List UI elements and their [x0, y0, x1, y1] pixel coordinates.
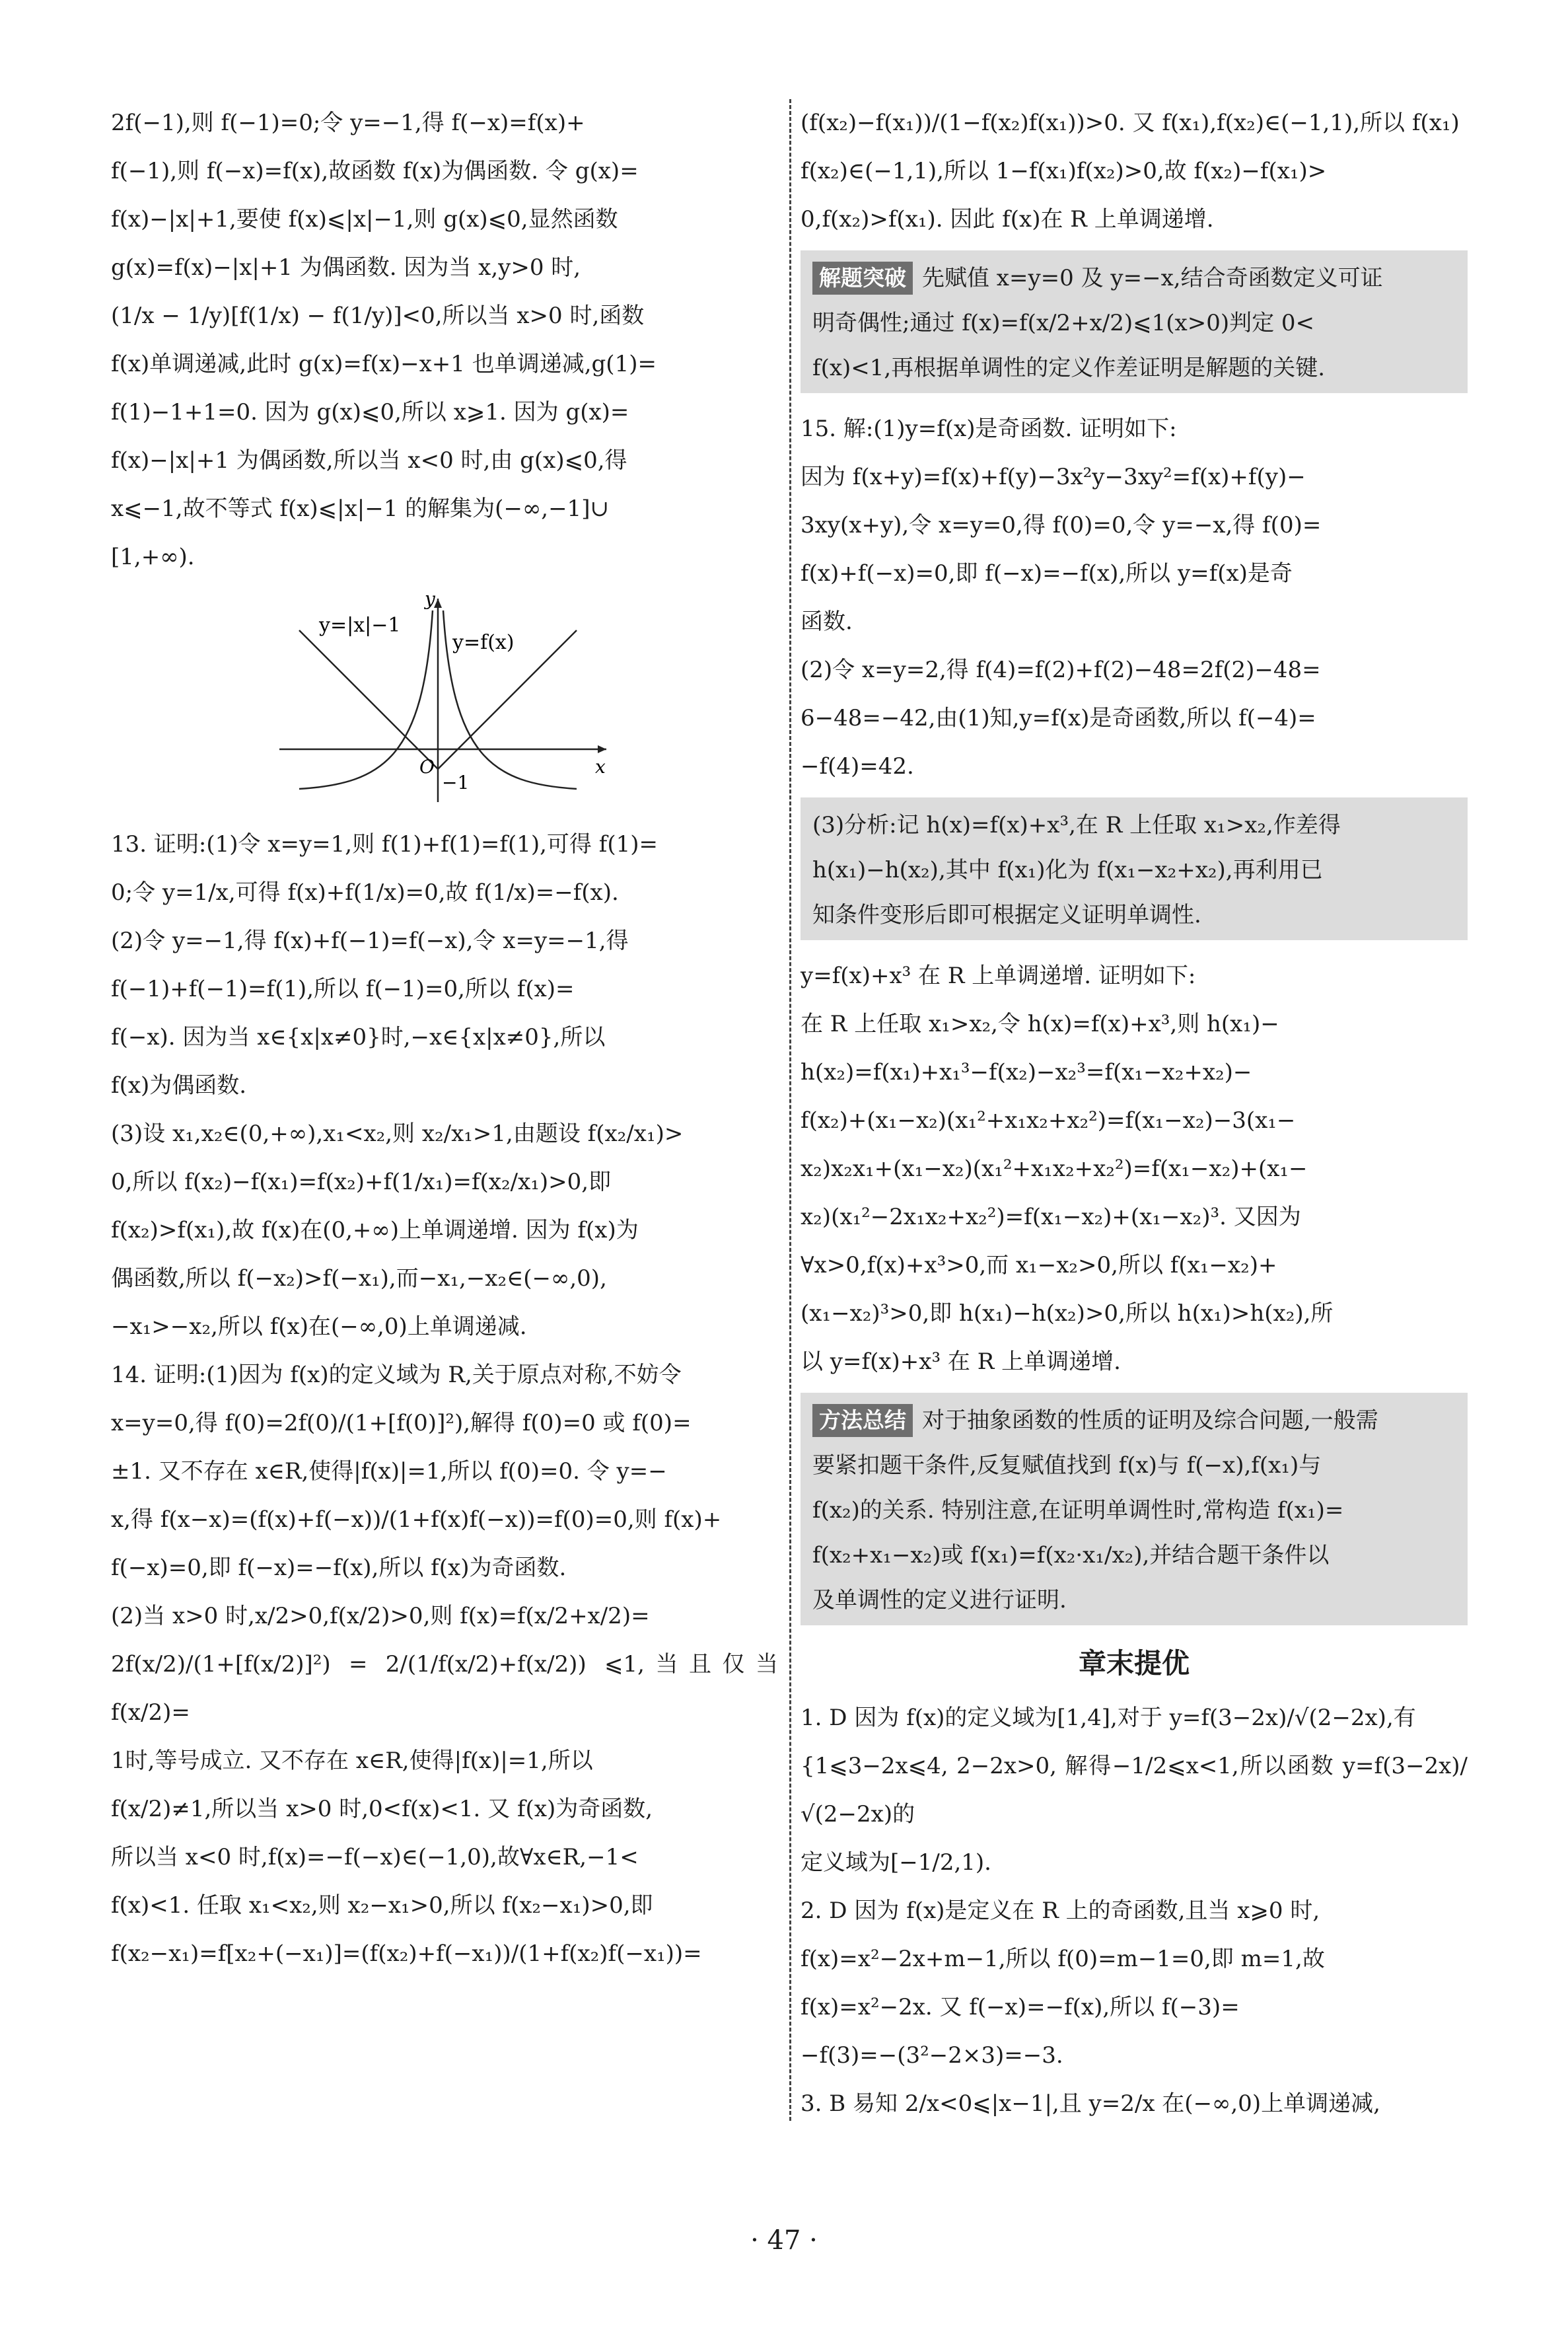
text-line: [1,+∞).: [111, 544, 195, 570]
text-line: x⩽−1,故不等式 f(x)⩽|x|−1 的解集为(−∞,−1]∪: [111, 496, 609, 522]
function-graph: [273, 591, 616, 809]
text-line: 及单调性的定义进行证明.: [812, 1587, 1067, 1613]
q14-continued: [801, 99, 1468, 244]
text-line: f(x)=x²−2x+m−1,所以 f(0)=m−1=0,即 m=1,故: [801, 1946, 1325, 1972]
text-line: {1⩽3−2x⩽4, 2−2x>0, 解得−1/2⩽x<1,所以函数 y=f(3−2x)/√(2−2x)的: [801, 1753, 1468, 1827]
text-line: 2f(x/2)/(1+[f(x/2)]²) = 2/(1/f(x/2)+f(x/2)) ⩽1,当且仅当 f(x/2)=: [111, 1651, 778, 1726]
text-line: 1. D 因为 f(x)的定义域为[1,4],对于 y=f(3−2x)/√(2−2x),有: [801, 1705, 1416, 1731]
text-line: f(x)−|x|+1 为偶函数,所以当 x<0 时,由 g(x)⩽0,得: [111, 447, 627, 474]
text-line: 明奇偶性;通过 f(x)=f(x/2+x/2)⩽1(x>0)判定 0<: [812, 310, 1315, 336]
q12-continued: [111, 99, 778, 581]
text-line: (3)设 x₁,x₂∈(0,+∞),x₁<x₂,则 x₂/x₁>1,由题设 f(x₂/x₁)>: [111, 1121, 684, 1147]
f-curve-left: [299, 610, 433, 789]
page-number: · 47 ·: [750, 2225, 818, 2256]
text-line: 知条件变形后即可根据定义证明单调性.: [812, 902, 1201, 928]
text-line: (2)当 x>0 时,x/2>0,f(x/2)>0,则 f(x)=f(x/2+x/2)=: [111, 1603, 650, 1629]
tip-box-breakthrough: [801, 250, 1468, 393]
text-line: 因为 f(x+y)=f(x)+f(y)−3x²y−3xy²=f(x)+f(y)−: [801, 464, 1306, 490]
x-label: x: [595, 756, 606, 778]
text-line: f(x₂)的关系. 特别注意,在证明单调性时,常构造 f(x₁)=: [812, 1497, 1344, 1524]
text-line: f(x₂−x₁)=f[x₂+(−x₁)]=(f(x₂)+f(−x₁))/(1+f(x₂)f(−x₁))=: [111, 1940, 702, 1967]
abs-label: y=|x|−1: [319, 614, 401, 637]
tip-box-method: [801, 1393, 1468, 1625]
text-line: 偶函数,所以 f(−x₂)>f(−x₁),而−x₁,−x₂∈(−∞,0),: [111, 1265, 607, 1292]
text-line: 要紧扣题干条件,反复赋值找到 f(x)与 f(−x),f(x₁)与: [812, 1452, 1322, 1479]
tip-text: 先赋值 x=y=0 及 y=−x,结合奇函数定义可证: [922, 265, 1383, 291]
text-line: 0,所以 f(x₂)−f(x₁)=f(x₂)+f(1/x₁)=f(x₂/x₁)>0,即: [111, 1169, 612, 1195]
text-line: h(x₁)−h(x₂),其中 f(x₁)化为 f(x₁−x₂+x₂),再利用已: [812, 857, 1323, 883]
text-line: x=y=0,得 f(0)=2f(0)/(1+[f(0)]²),解得 f(0)=0 或 f(0)=: [111, 1410, 692, 1436]
text-line: f(x)+f(−x)=0,即 f(−x)=−f(x),所以 y=f(x)是奇: [801, 560, 1293, 587]
text-line: 3xy(x+y),令 x=y=0,得 f(0)=0,令 y=−x,得 f(0)=: [801, 512, 1322, 538]
text-line: 0,f(x₂)>f(x₁). 因此 f(x)在 R 上单调递增.: [801, 206, 1214, 233]
chapter-answers: [801, 1694, 1468, 2128]
text-line: g(x)=f(x)−|x|+1 为偶函数. 因为当 x,y>0 时,: [111, 254, 581, 281]
text-line: f(−x). 因为当 x∈{x|x≠0}时,−x∈{x|x≠0},所以: [111, 1024, 606, 1051]
text-line: f(x₂+x₁−x₂)或 f(x₁)=f(x₂·x₁/x₂),并结合题干条件以: [812, 1542, 1330, 1568]
text-line: 以 y=f(x)+x³ 在 R 上单调递增.: [801, 1348, 1121, 1375]
text-line: 15. 解:(1)y=f(x)是奇函数. 证明如下:: [801, 416, 1177, 442]
y-label: y: [425, 591, 435, 610]
text-line: f(x₂)∈(−1,1),所以 1−f(x₁)f(x₂)>0,故 f(x₂)−f(x₁)>: [801, 158, 1327, 184]
text-line: (x₁−x₂)³>0,即 h(x₁)−h(x₂)>0,所以 h(x₁)>h(x₂),所: [801, 1300, 1334, 1327]
text-line: f(x₂)+(x₁−x₂)(x₁²+x₁x₂+x₂²)=f(x₁−x₂)−3(x₁−: [801, 1107, 1296, 1134]
left-column: [111, 99, 778, 1978]
text-line: f(1)−1+1=0. 因为 g(x)⩽0,所以 x⩾1. 因为 g(x)=: [111, 399, 629, 425]
text-line: x₂)(x₁²−2x₁x₂+x₂²)=f(x₁−x₂)+(x₁−x₂)³. 又因为: [801, 1204, 1301, 1230]
right-column: [801, 99, 1468, 2128]
text-line: (1/x − 1/y)[f(1/x) − f(1/y)]<0,所以当 x>0 时,函数: [111, 303, 645, 329]
x-axis-arrow: [598, 745, 606, 753]
text-line: ±1. 又不存在 x∈R,使得|f(x)|=1,所以 f(0)=0. 令 y=−: [111, 1458, 667, 1485]
text-line: (2)令 x=y=2,得 f(4)=f(2)+f(2)−48=2f(2)−48=: [801, 657, 1321, 683]
text-line: y=f(x)+x³ 在 R 上单调递增. 证明如下:: [801, 963, 1196, 989]
text-line: f(x₂)>f(x₁),故 f(x)在(0,+∞)上单调递增. 因为 f(x)为: [111, 1217, 639, 1243]
f-label: y=f(x): [452, 631, 515, 654]
text-line: (2)令 y=−1,得 f(x)+f(−1)=f(−x),令 x=y=−1,得: [111, 928, 629, 954]
text-line: 3. B 易知 2/x<0⩽|x−1|,且 y=2/x 在(−∞,0)上单调递减,: [801, 2090, 1380, 2117]
origin-label: O: [419, 756, 435, 778]
text-line: 6−48=−42,由(1)知,y=f(x)是奇函数,所以 f(−4)=: [801, 705, 1316, 731]
text-line: −f(3)=−(3²−2×3)=−3.: [801, 2042, 1063, 2069]
text-line: (3)分析:记 h(x)=f(x)+x³,在 R 上任取 x₁>x₂,作差得: [812, 812, 1341, 838]
text-line: h(x₂)=f(x₁)+x₁³−f(x₂)−x₂³=f(x₁−x₂+x₂)−: [801, 1059, 1252, 1086]
minus-one-label: −1: [442, 772, 470, 793]
text-line: f(x)=x²−2x. 又 f(−x)=−f(x),所以 f(−3)=: [801, 1994, 1240, 2020]
text-line: 0;令 y=1/x,可得 f(x)+f(1/x)=0,故 f(1/x)=−f(x).: [111, 879, 619, 906]
q15: [801, 405, 1468, 791]
text-line: 14. 证明:(1)因为 f(x)的定义域为 R,关于原点对称,不妨令: [111, 1362, 682, 1388]
text-line: 1时,等号成立. 又不存在 x∈R,使得|f(x)|=1,所以: [111, 1748, 593, 1774]
text-line: f(−x)=0,即 f(−x)=−f(x),所以 f(x)为奇函数.: [111, 1555, 567, 1581]
text-line: f(x)<1. 任取 x₁<x₂,则 x₂−x₁>0,所以 f(x₂−x₁)>0,即: [111, 1892, 653, 1919]
text-line: f(−1)+f(−1)=f(1),所以 f(−1)=0,所以 f(x)=: [111, 976, 575, 1002]
text-line: (f(x₂)−f(x₁))/(1−f(x₂)f(x₁))>0. 又 f(x₁),f(x₂)∈(−1,1),所以 f(x₁): [801, 110, 1460, 136]
text-line: 13. 证明:(1)令 x=y=1,则 f(1)+f(1)=f(1),可得 f(1)=: [111, 831, 658, 858]
text-line: f(x)为偶函数.: [111, 1072, 247, 1099]
text-line: f(x/2)≠1,所以当 x>0 时,0<f(x)<1. 又 f(x)为奇函数,: [111, 1796, 653, 1822]
text-line: f(−1),则 f(−x)=f(x),故函数 f(x)为偶函数. 令 g(x)=: [111, 158, 639, 184]
q14: [111, 1351, 778, 1978]
section-title: 章末提优: [1078, 1647, 1190, 1679]
text-line: 2f(−1),则 f(−1)=0;令 y=−1,得 f(−x)=f(x)+: [111, 110, 585, 136]
text-line: f(x)−|x|+1,要使 f(x)⩽|x|−1,则 g(x)⩽0,显然函数: [111, 206, 618, 233]
tip-text: 对于抽象函数的性质的证明及综合问题,一般需: [922, 1407, 1378, 1434]
text-line: [812, 1398, 1456, 1443]
text-line: 所以当 x<0 时,f(x)=−f(−x)∈(−1,0),故∀x∈R,−1<: [111, 1844, 639, 1870]
text-line: ∀x>0,f(x)+x³>0,而 x₁−x₂>0,所以 f(x₁−x₂)+: [801, 1252, 1277, 1278]
q15-part3: [801, 952, 1468, 1386]
text-line: 定义域为[−1/2,1).: [801, 1849, 991, 1876]
text-line: 2. D 因为 f(x)是定义在 R 上的奇函数,且当 x⩾0 时,: [801, 1898, 1320, 1924]
column-divider: [789, 99, 791, 2121]
text-line: −x₁>−x₂,所以 f(x)在(−∞,0)上单调递减.: [111, 1313, 527, 1340]
text-line: −f(4)=42.: [801, 753, 914, 780]
text-line: x₂)x₂x₁+(x₁−x₂)(x₁²+x₁x₂+x₂²)=f(x₁−x₂)+(x₁−: [801, 1156, 1308, 1182]
analysis-box: [801, 797, 1468, 940]
text-line: x,得 f(x−x)=(f(x)+f(−x))/(1+f(x)f(−x))=f(0)=0,则 f(x)+: [111, 1506, 722, 1533]
text-line: 函数.: [801, 609, 853, 635]
tip-tag: 解题突破: [812, 262, 913, 295]
text-line: f(x)单调递减,此时 g(x)=f(x)−x+1 也单调递减,g(1)=: [111, 351, 657, 377]
text-line: 在 R 上任取 x₁>x₂,令 h(x)=f(x)+x³,则 h(x₁)−: [801, 1011, 1279, 1037]
q13: [111, 821, 778, 1351]
text-line: f(x)<1,再根据单调性的定义作差证明是解题的关键.: [812, 355, 1326, 381]
tip-tag: 方法总结: [812, 1404, 913, 1437]
text-line: [812, 256, 1456, 301]
